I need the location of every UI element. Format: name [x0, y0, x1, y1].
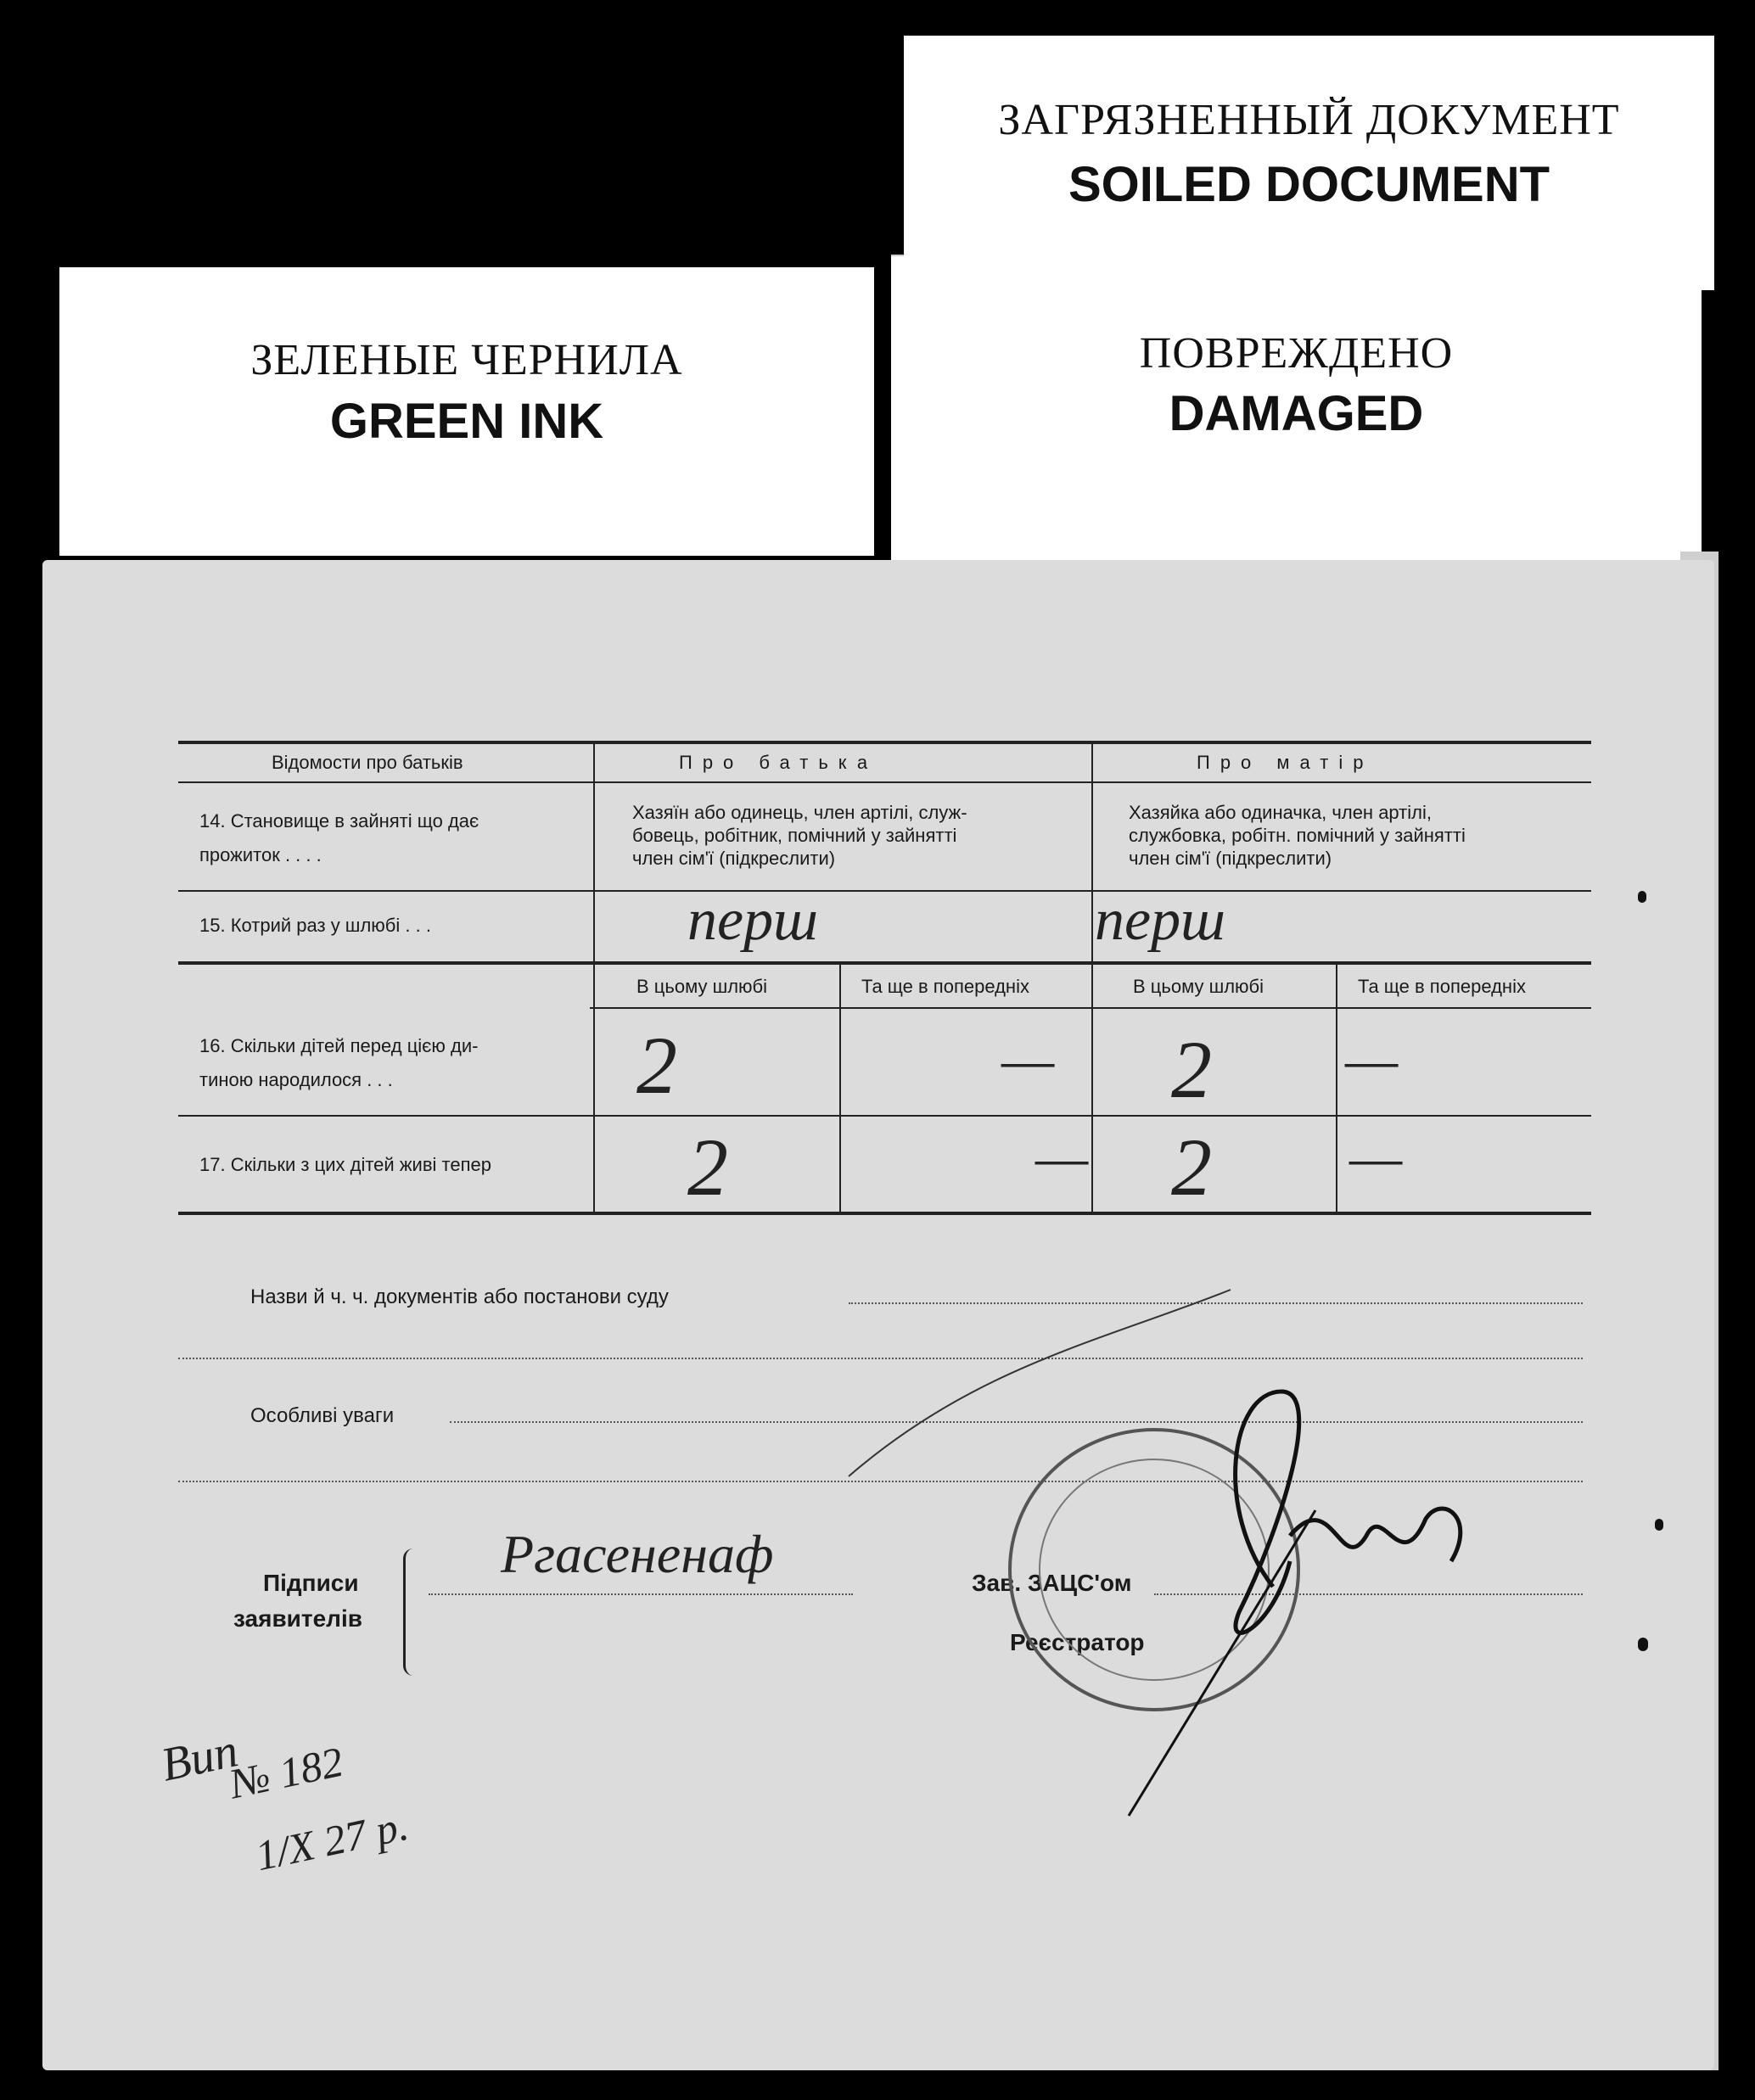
row15-mother-value: перш [1095, 888, 1225, 953]
green-ink-label-en: GREEN INK [329, 394, 604, 449]
subheader-father-previous: Та ще в попередніх [861, 976, 1029, 997]
row16-mother-this: 2 [1171, 1024, 1212, 1115]
table-header-info: Відомости про батьків [272, 752, 463, 773]
table-header-mother: Про матір [1197, 752, 1374, 773]
row17-father-previous: — [1035, 1125, 1089, 1190]
row17-label: 17. Скільки з цих дітей живі тепер [199, 1154, 491, 1175]
subheader-mother-this: В цьому шлюбі [1133, 976, 1264, 997]
applicants-label-line2: заявителів [233, 1605, 362, 1632]
row17-mother-previous: — [1349, 1125, 1403, 1190]
documents-label: Назви й ч. ч. документів або постанови суду [250, 1285, 669, 1308]
row14-father-line3: член сім'ї (підкреслити) [632, 848, 836, 869]
row14-mother-line2: службовка, робітн. помічний у зайнятті [1129, 825, 1466, 846]
row14-father-line2: бовець, робітник, помічний у зайнятті [632, 825, 957, 846]
row17-mother-this: 2 [1171, 1122, 1212, 1212]
row16-label-line2: тиною народилося . . . [199, 1069, 393, 1090]
applicant-signature: Ргасененаф [501, 1524, 774, 1584]
green-ink-label-card [59, 267, 874, 556]
row14-label-line1: 14. Становище в зайняті що дає [199, 810, 479, 832]
soiled-label-en: SOILED DOCUMENT [1068, 157, 1550, 212]
head-label: Зав. ЗАЦС'ом [972, 1570, 1132, 1596]
row16-father-previous: — [1001, 1028, 1055, 1093]
registrar-label: Реєстратор [1010, 1629, 1145, 1655]
row16-label-line1: 16. Скільки дітей перед цією ди- [199, 1035, 479, 1056]
punch-hole [1638, 1638, 1648, 1651]
row14-mother-line3: член сім'ї (підкреслити) [1129, 848, 1332, 869]
row15-label: 15. Котрий раз у шлюбі . . . [199, 915, 431, 936]
damaged-label-card [891, 255, 1702, 562]
margin-note-line2: № 182 [225, 1737, 348, 1808]
row14-mother-line1: Хазяйка або одиначка, член артілі, [1129, 802, 1432, 823]
row14-father-line1: Хазяїн або одинець, член артілі, служ- [632, 802, 967, 823]
damaged-label-ru: ПОВРЕЖДЕНО [1139, 329, 1454, 378]
notes-label: Особливі уваги [250, 1404, 395, 1427]
applicants-label-line1: Підписи [263, 1570, 359, 1596]
row15-father-value: перш [687, 888, 818, 953]
row14-label-line2: прожиток . . . . [199, 844, 322, 865]
green-ink-label-ru: ЗЕЛЕНЫЕ ЧЕРНИЛА [250, 336, 683, 384]
damaged-label-en: DAMAGED [1169, 386, 1424, 441]
form-sheet [42, 560, 1714, 2070]
punch-hole [1638, 891, 1646, 903]
soiled-label-card [904, 36, 1714, 290]
subheader-mother-previous: Та ще в попередніх [1358, 976, 1526, 997]
margin-note-line1: Вип [156, 1724, 243, 1792]
table-header-father: Про батька [679, 752, 878, 773]
soiled-label-ru: ЗАГРЯЗНЕННЫЙ ДОКУМЕНТ [998, 96, 1620, 144]
row16-mother-previous: — [1345, 1028, 1399, 1093]
row16-father-this: 2 [636, 1020, 677, 1111]
margin-note-line3: 1/X 27 р. [251, 1800, 412, 1880]
subheader-father-this: В цьому шлюбі [636, 976, 768, 997]
punch-hole [1655, 1519, 1663, 1531]
row17-father-this: 2 [687, 1122, 728, 1212]
